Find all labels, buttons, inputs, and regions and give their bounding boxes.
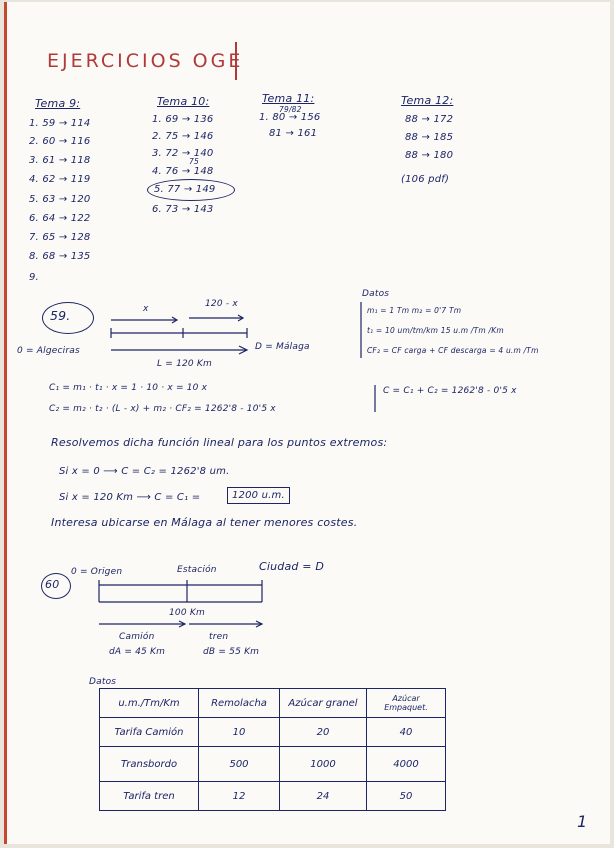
table-cell: 12 [199, 782, 280, 811]
topic-10-item: 1. 69 → 136 [152, 114, 214, 125]
ex60-length: 100 Km [169, 608, 205, 618]
topic-11-heading: Tema 11: [262, 92, 315, 105]
table-cell: 40 [367, 718, 446, 747]
ex59-equation-3: C = C₁ + C₂ = 1262'8 - 0'5 x [383, 386, 517, 396]
topic-12-item: (106 pdf) [401, 174, 450, 185]
page-title: EJERCICIOS OGE [47, 50, 244, 72]
topic-9-item: 9. [29, 272, 39, 283]
topic-12-item: 88 → 180 [405, 150, 454, 161]
ex59-text-line: Si x = 120 Km ⟶ C = C₁ = [59, 492, 201, 503]
table-cell: 24 [280, 782, 367, 811]
table-header-cell: u.m./Tm/Km [100, 689, 199, 718]
notebook-page [4, 2, 610, 844]
table-cell: 50 [367, 782, 446, 811]
topic-9-item: 7. 65 → 128 [29, 232, 91, 243]
ex59-text-line: Resolvemos dicha función lineal para los puntos extremos: [51, 436, 388, 449]
table-header-cell: Azúcar Empaquet. [367, 689, 446, 718]
table-cell: 20 [280, 718, 367, 747]
ex59-text-line: Si x = 0 ⟶ C = C₂ = 1262'8 um. [59, 466, 230, 477]
topic-9-item: 6. 64 → 122 [29, 213, 91, 224]
ex60-db: dB = 55 Km [203, 647, 260, 657]
ex60-station: Estación [177, 565, 217, 575]
table-cell: 500 [199, 747, 280, 782]
topic-9-item: 8. 68 → 135 [29, 251, 91, 262]
ex60-tren: tren [209, 632, 229, 642]
ex60-ticks [99, 580, 262, 602]
topic-10-heading: Tema 10: [157, 95, 210, 108]
ex59-origin: 0 = Algeciras [17, 346, 80, 356]
ex60-origin: 0 = Origen [71, 567, 123, 577]
topic-9-item: 2. 60 → 116 [29, 136, 91, 147]
topic-10-item: 3. 72 → 140 [152, 148, 214, 159]
ex60-city: Ciudad = D [259, 560, 325, 573]
topic-9-item: 5. 63 → 120 [29, 194, 91, 205]
topic-9-item: 3. 61 → 118 [29, 155, 91, 166]
topic-10-note: 75 [189, 157, 199, 166]
table-cell: 4000 [367, 747, 446, 782]
table-cell: Tarifa Camión [100, 718, 199, 747]
topic-9-item: 4. 62 → 119 [29, 174, 91, 185]
ex59-datos-line: t₁ = 10 um/tm/km 15 u.m /Tm /Km [367, 326, 504, 335]
ex59-result-box: 1200 u.m. [227, 487, 290, 504]
topic-10-item-circled: 5. 77 → 149 [154, 184, 216, 195]
topic-10-item: 4. 76 → 148 [152, 166, 214, 177]
ex59-equation-2: C₂ = m₂ · t₂ · (L - x) + m₂ · CF₂ = 1262'8 - 10'5 x [49, 404, 276, 414]
ex60-da: dA = 45 Km [109, 647, 166, 657]
ex59-text-line: Interesa ubicarse en Málaga al tener menores costes. [51, 516, 358, 529]
ex59-datos-line: m₁ = 1 Tm m₂ = 0'7 Tm [367, 306, 462, 315]
ex60-datos-title: Datos [89, 677, 117, 687]
table-header-cell: Remolacha [199, 689, 280, 718]
exercise-60-number: 60 [45, 578, 60, 591]
ex59-label-x: x [143, 304, 149, 314]
ex59-length: L = 120 Km [157, 359, 212, 369]
topic-12-item: 88 → 172 [405, 114, 454, 125]
exercise-59-number: 59. [50, 308, 71, 323]
page-number: 1 [577, 812, 588, 831]
topic-10-item: 6. 73 → 143 [152, 204, 214, 215]
ex59-equation-1: C₁ = m₁ · t₁ · x = 1 · 10 · x = 10 x [49, 383, 208, 393]
handdrawn-lines [7, 2, 613, 844]
ex59-datos-line: CF₂ = CF carga + CF descarga = 4 u.m /Tm [367, 346, 539, 355]
topic-11-note: 79/82 [279, 105, 302, 114]
table-cell: Transbordo [100, 747, 199, 782]
topic-11-item: 81 → 161 [269, 128, 318, 139]
table-cell: Tarifa tren [100, 782, 199, 811]
ex59-destination: D = Málaga [255, 342, 310, 352]
ex59-label-120-x: 120 - x [205, 299, 238, 309]
ex60-camion: Camión [119, 632, 155, 642]
topic-9-heading: Tema 9: [35, 97, 81, 110]
topic-10-item: 2. 75 → 146 [152, 131, 214, 142]
topic-12-item: 88 → 185 [405, 132, 454, 143]
topic-12-heading: Tema 12: [401, 94, 454, 107]
topic-11-item: 1. 80 → 156 [259, 112, 321, 123]
topic-9-item: 1. 59 → 114 [29, 118, 91, 129]
table-cell: 1000 [280, 747, 367, 782]
table-header-cell: Azúcar granel [280, 689, 367, 718]
table-cell: 10 [199, 718, 280, 747]
ex59-datos-title: Datos [362, 289, 390, 299]
